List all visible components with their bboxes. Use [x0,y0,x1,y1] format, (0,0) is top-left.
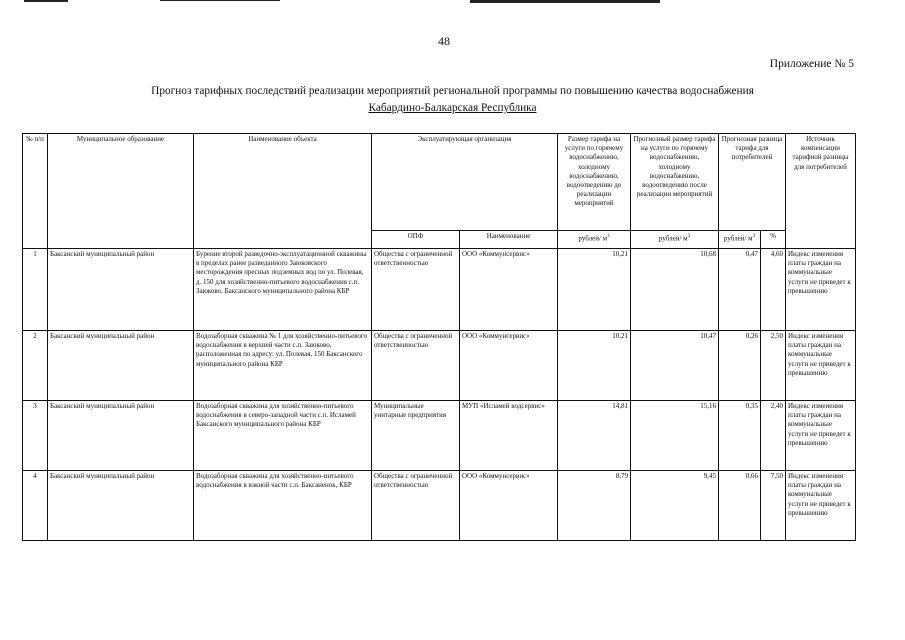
cell-opf: Общества с ограниченной ответственностью [372,471,460,541]
header-municipality: Муниципальное образование [48,134,194,249]
cell-diff-rub: 0,26 [719,331,761,401]
table-row [23,249,856,331]
cell-object: Бурение второй разведочно-эксплуатационной скважины в пределах ранее разведанного Заюковского месторождения пресных подземных вод по ул. Полевая, д. 150 для хозяйственно-питьевого водоснабжения с.п. Заюково, Баксанского муниципального района КБР [194,249,372,331]
header-forecast-diff: Прогнозная разница тарифа для потребителей [719,134,786,231]
cell-after: 9,45 [631,471,719,541]
cell-org: ООО «Коммунсервис» [460,249,558,331]
cell-before: 10,21 [558,249,631,331]
cell-source: Индекс изменения платы граждан на коммунальные услуги не приведет к превышению [786,471,856,541]
cell-opf: Муниципальные унитарные предприятия [372,401,460,471]
tariff-table [22,133,856,541]
cell-municipality: Баксанский муниципальный район [48,401,194,471]
cell-diff-rub: 0,66 [719,471,761,541]
cell-source: Индекс изменения платы граждан на коммунальные услуги не приведет к превышению [786,401,856,471]
cell-num: 3 [23,401,48,471]
cell-diff-rub: 0,35 [719,401,761,471]
header-unit-diff-pct: % [761,231,786,249]
table-row [23,331,856,401]
cell-municipality: Баксанский муниципальный район [48,249,194,331]
cell-object: Водозаборная скважина для хозяйственно-питьевого водоснабжения в северо-западной части с.п. Исламей Баксанского муниципального района КБР [194,401,372,471]
cell-after: 10,47 [631,331,719,401]
cell-org: МУП «Исламей водсервис» [460,401,558,471]
header-object: Наименование объекта [194,134,372,249]
cell-opf: Общества с ограниченной ответственностью [372,249,460,331]
document-title: Прогноз тарифных последствий реализации мероприятий региональной программы по повышению качества водоснабжения [151,85,754,97]
cell-municipality: Баксанский муниципальный район [48,331,194,401]
header-row-main [23,134,856,231]
cell-before: 10,21 [558,331,631,401]
cell-diff-pct: 2,40 [761,401,786,471]
cell-diff-pct: 2,50 [761,331,786,401]
cell-org: ООО «Коммунсервис» [460,471,558,541]
cell-after: 10,68 [631,249,719,331]
cell-diff-pct: 4,60 [761,249,786,331]
scan-artifact-line-right [470,0,660,3]
cell-opf: Общества с ограниченной ответственностью [372,331,460,401]
cell-num: 2 [23,331,48,401]
cell-object: Водозаборная скважина для хозяйственно-питьевого водоснабжения в южной части с.п. Баксаненок, КБР [194,471,372,541]
cell-org: ООО «Коммунсервис» [460,331,558,401]
cell-source: Индекс изменения платы граждан на коммунальные услуги не приведет к превышению [786,331,856,401]
cell-num: 1 [23,249,48,331]
scan-artifact-line-left [24,0,68,2]
table-row [23,471,856,541]
header-tariff-after: Прогнозный размер тарифа на услуги по горячему водоснабжению, холодному водоснабжению, водоотведению после реализации мероприятий [631,134,719,231]
cell-diff-pct: 7,50 [761,471,786,541]
header-tariff-before: Размер тарифа на услуги по горячему водоснабжению, холодному водоснабжению, водоотведению до реализации мероприятий [558,134,631,231]
header-unit-after: рублей/ $м^3$ [631,231,719,249]
cell-after: 15,16 [631,401,719,471]
header-org-name: Наименование [460,231,558,249]
header-operator: Эксплуатирующая организация [372,134,558,231]
cell-municipality: Баксанский муниципальный район [48,471,194,541]
scan-artifact-line-middle [160,0,280,1]
cell-num: 4 [23,471,48,541]
region-name: Кабардино-Балкарская Республика [368,102,537,114]
header-opf: ОПФ [372,231,460,249]
header-unit-before: рублей/ $м^3$ [558,231,631,249]
cell-diff-rub: 0,47 [719,249,761,331]
cell-before: 8,79 [558,471,631,541]
header-num: № п/п [23,134,48,249]
header-unit-diff-rub: рублей/ $м^3$ [719,231,761,249]
page-number: 48 [438,34,450,48]
header-compensation: Источник компенсации тарифной разницы для потребителей [786,134,856,249]
cell-object: Водозаборная скважина № 1 для хозяйственно-питьевого водоснабжения в верхней части с.п. Заюково, расположенная по адресу: ул. Полевая, 150 Баксанского муниципального района КБР [194,331,372,401]
appendix-label: Приложение № 5 [769,58,854,70]
cell-before: 14,81 [558,401,631,471]
table-row [23,401,856,471]
cell-source: Индекс изменения платы граждан на коммунальные услуги не приведет к превышению [786,249,856,331]
